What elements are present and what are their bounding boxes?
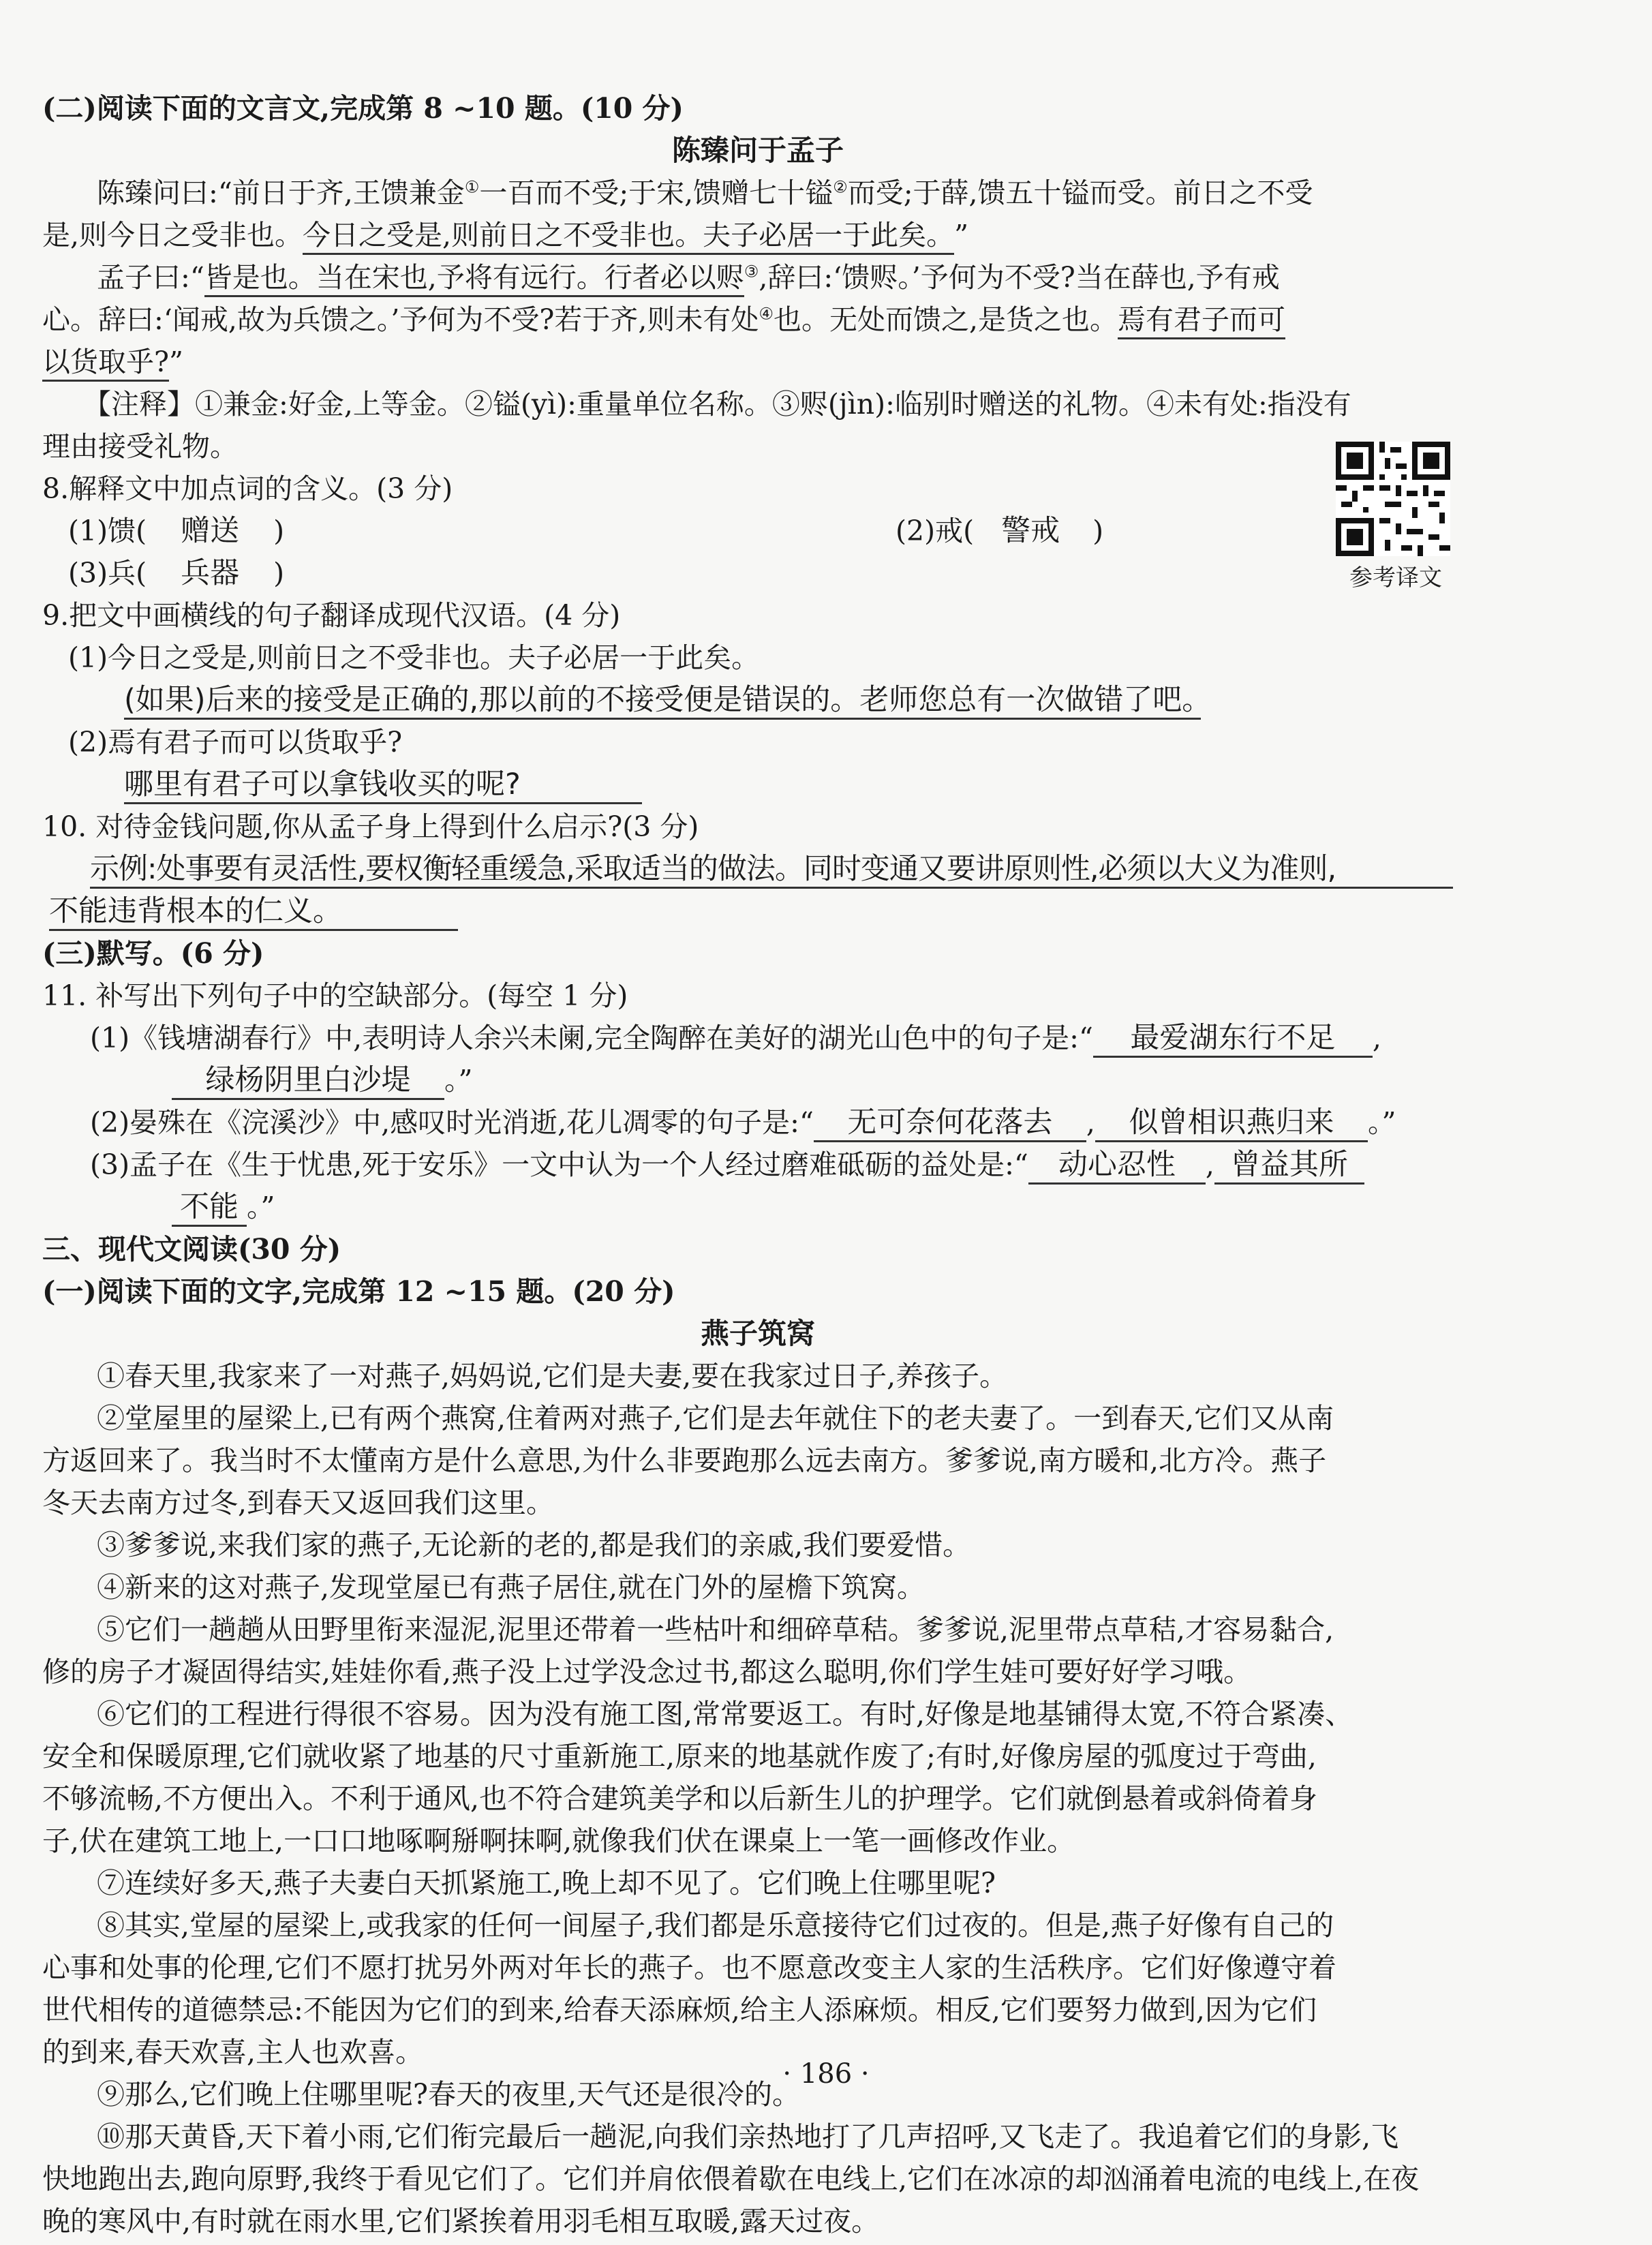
modern-paragraph-8-line-1: ⑧其实,堂屋的屋梁上,或我家的任何一间屋子,我们都是乐意接待它们过夜的。但是,燕子好像有自己的: [97, 1909, 1334, 1942]
modern-paragraph-1: ①春天里,我家来了一对燕子,妈妈说,它们是夫妻,要在我家过日子,养孩子。: [97, 1360, 1008, 1392]
modern-paragraph-9: ⑨那么,它们晚上住哪里呢?春天的夜里,天气还是很冷的。: [97, 2078, 801, 2111]
modern-paragraph-10-line-2: 快地跑出去,跑向原野,我终于看见它们了。它们并肩依偎着歇在电线上,它们在冰凉的却汹涌着电流的电线上,在夜: [42, 2163, 1420, 2195]
modern-paragraph-6-line-4: 子,伏在建筑工地上,一口口地啄啊掰啊抹啊,就像我们伏在课桌上一笔一画修改作业。: [42, 1824, 1075, 1857]
question-10-answer-line-1: [42, 848, 1473, 890]
answer-10-line-1: 示例:处事要有灵活性,要权衡轻重缓急,采取适当的做法。同时变通又要讲原则性,必须以大义为准则,: [90, 851, 1453, 889]
modern-paragraph-3: ③爹爹说,来我们家的燕子,无论新的老的,都是我们的亲戚,我们要爱惜。: [97, 1529, 971, 1561]
question-9-answer-1-line: [42, 679, 1473, 721]
question-8-row-1: (1)馈( 赠送 ) (2)戒( 警戒 ): [42, 510, 1473, 552]
blank-11-3-2-part-2: 不能: [172, 1189, 247, 1227]
question-9-answer-2-line: [42, 763, 1473, 806]
answer-9-2: 哪里有君子可以拿钱收买的呢?: [124, 767, 642, 804]
question-8-stem: 8.解释文中加点词的含义。(3 分): [42, 472, 453, 505]
modern-paragraph-6-line-1: ⑥它们的工程进行得很不容易。因为没有施工图,常常要返工。有时,好像是地基铺得太宽,不符合紧凑、: [97, 1698, 1353, 1730]
answer-8-3: 兵器: [181, 556, 240, 590]
handwritten-underline: 皆是也。当在宋也,予将有远行。行者必以赆: [204, 260, 744, 297]
qr-code-icon[interactable]: [1336, 442, 1450, 556]
section-heading-modern-reading: (一)阅读下面的文字,完成第 12 ~15 题。(20 分): [42, 1275, 675, 1308]
answer-8-1: 赠送: [181, 514, 240, 548]
modern-paragraph-7: ⑦连续好多天,燕子夫妻白天抓紧施工,晚上却不见了。它们晚上住哪里呢?: [97, 1867, 996, 1899]
section-heading-dictation: (三)默写。(6 分): [42, 937, 264, 970]
question-8-item-2: (2)戒( 警戒 ): [896, 514, 1104, 548]
modern-paragraph-10-line-1: ⑩那天黄昏,天下着小雨,它们衔完最后一趟泥,向我们亲热地打了几声招呼,又飞走了。我追着它们的身影,飞: [97, 2120, 1399, 2153]
question-10-answer-line-2: [42, 890, 1473, 932]
modern-paragraph-4: ④新来的这对燕子,发现堂屋已有燕子居住,就在门外的屋檐下筑窝。: [97, 1571, 926, 1604]
answer-9-1: (如果)后来的接受是正确的,那以前的不接受便是错误的。老师您总有一次做错了吧。: [124, 682, 1201, 720]
passage-title-modern: 燕子筑窝: [700, 1317, 815, 1350]
question-11-item-2: (2)晏殊在《浣溪沙》中,感叹时光消逝,花儿凋零的句子是:“ 无可奈何花落去 , 似曾相识燕归来 。”: [42, 1101, 1473, 1144]
modern-paragraph-6-line-3: 不够流畅,不方便出入。不利于通风,也不符合建筑美学和以后新生儿的护理学。它们就倒悬着或斜倚着身: [42, 1782, 1318, 1815]
part-heading-modern-reading: 三、现代文阅读(30 分): [42, 1233, 341, 1266]
document-page: [42, 87, 1473, 2242]
modern-paragraph-2-line-1: ②堂屋里的屋梁上,已有两个燕窝,住着两对燕子,它们是去年就住下的老夫妻了。一到春天,它们又从南: [97, 1402, 1334, 1435]
classical-paragraph-2-line-2: 心。辞曰:‘闻戒,故为兵馈之。’予何为不受?若于齐,则未有处④也。无处而馈之,是货之也。焉有君子而可: [42, 299, 1473, 341]
classical-paragraph-1-line-1: 陈臻问曰:“前日于齐,王馈兼金①一百而不受;于宋,馈赠七十镒②而受;于薛,馈五十镒而受。前日之不受: [97, 177, 1313, 209]
modern-paragraph-8-line-4: 的到来,春天欢喜,主人也欢喜。: [42, 2036, 424, 2068]
question-9-item-2: (2)焉有君子而可以货取乎?: [68, 726, 403, 759]
question-9-item-1: (1)今日之受是,则前日之不受非也。夫子必居一于此矣。: [68, 641, 760, 674]
notes-line-2: 理由接受礼物。: [42, 430, 238, 463]
question-11-item-1: (1)《钱塘湖春行》中,表明诗人余兴未阑,完全陶醉在美好的湖光山色中的句子是:“ 最爱湖东行不足 ,: [42, 1017, 1473, 1059]
blank-11-2-1: 无可奈何花落去: [814, 1105, 1086, 1142]
question-11-item-3: (3)孟子在《生于忧患,死于安乐》一文中认为一个人经过磨难砥砺的益处是:“ 动心忍性 , 曾益其所: [42, 1144, 1473, 1186]
answer-10-line-2: 不能违背根本的仁义。: [49, 894, 458, 931]
answer-8-2: 警戒: [1001, 514, 1060, 548]
classical-paragraph-2-line-3: 以货取乎?”: [42, 341, 1473, 383]
underlined-sentence-2-part-2: 以货取乎?: [42, 344, 169, 382]
section-heading-classical: (二)阅读下面的文言文,完成第 8 ~10 题。(10 分): [42, 92, 684, 125]
question-8-row-2: (3)兵( 兵器 ): [68, 556, 285, 590]
question-11-item-1-cont: 绿杨阴里白沙堤 。”: [42, 1059, 1473, 1101]
page-number: · 186 ·: [782, 2058, 870, 2090]
question-11-stem: 11. 补写出下列句子中的空缺部分。(每空 1 分): [42, 979, 628, 1012]
passage-title-classical: 陈臻问于孟子: [671, 134, 844, 167]
classical-paragraph-1-line-2: 是,则今日之受非也。今日之受是,则前日之不受非也。夫子必居一于此矣。”: [42, 214, 1473, 256]
classical-paragraph-2-line-1: 孟子曰:“皆是也。当在宋也,予将有远行。行者必以赆③,辞曰:‘馈赆。’予何为不受?当在薛也,予有戒: [42, 256, 1473, 299]
modern-paragraph-10-line-3: 晚的寒风中,有时就在雨水里,它们紧挨着用羽毛相互取暖,露天过夜。: [42, 2205, 880, 2238]
blank-11-3-2-part-1: 曾益其所: [1214, 1147, 1364, 1185]
modern-paragraph-8-line-3: 世代相传的道德禁忌:不能因为它们的到来,给春天添麻烦,给主人添麻烦。相反,它们要努力做到,因为它们: [42, 1994, 1317, 2026]
modern-paragraph-5-line-2: 修的房子才凝固得结实,娃娃你看,燕子没上过学没念过书,都这么聪明,你们学生娃可要好好学习哦。: [42, 1655, 1252, 1688]
modern-paragraph-8-line-2: 心事和处事的伦理,它们不愿打扰另外两对年长的燕子。也不愿意改变主人家的生活秩序。它们好像遵守着: [42, 1951, 1337, 1984]
question-9-stem: 9.把文中画横线的句子翻译成现代汉语。(4 分): [42, 599, 621, 632]
qr-code-label: 参考译文: [1349, 564, 1442, 592]
blank-11-1-2: 绿杨阴里白沙堤: [172, 1063, 444, 1100]
underlined-sentence-1: 今日之受是,则前日之不受非也。夫子必居一于此矣。: [303, 217, 954, 255]
modern-paragraph-2-line-3: 冬天去南方过冬,到春天又返回我们这里。: [42, 1486, 555, 1519]
notes-line-1: 【注释】①兼金:好金,上等金。②镒(yì):重量单位名称。③赆(jìn):临别时赠送的礼物。④未有处:指没有: [83, 388, 1351, 421]
modern-paragraph-5-line-1: ⑤它们一趟趟从田野里衔来湿泥,泥里还带着一些枯叶和细碎草秸。爹爹说,泥里带点草秸,才容易黏合,: [97, 1613, 1334, 1646]
blank-11-2-2: 似曾相识燕归来: [1095, 1105, 1368, 1142]
question-10-stem: 10. 对待金钱问题,你从孟子身上得到什么启示?(3 分): [42, 810, 699, 843]
blank-11-3-1: 动心忍性: [1028, 1147, 1206, 1185]
modern-paragraph-2-line-2: 方返回来了。我当时不太懂南方是什么意思,为什么非要跑那么远去南方。爹爹说,南方暖和,北方冷。燕子: [42, 1444, 1327, 1477]
underlined-sentence-2-part-1: 焉有君子而可: [1118, 302, 1285, 339]
question-11-item-3-cont: 不能 。”: [42, 1186, 1473, 1228]
modern-paragraph-6-line-2: 安全和保暖原理,它们就收紧了地基的尺寸重新施工,原来的地基就作废了;有时,好像房屋的弧度过于弯曲,: [42, 1740, 1317, 1773]
blank-11-1-1: 最爱湖东行不足: [1093, 1020, 1373, 1058]
